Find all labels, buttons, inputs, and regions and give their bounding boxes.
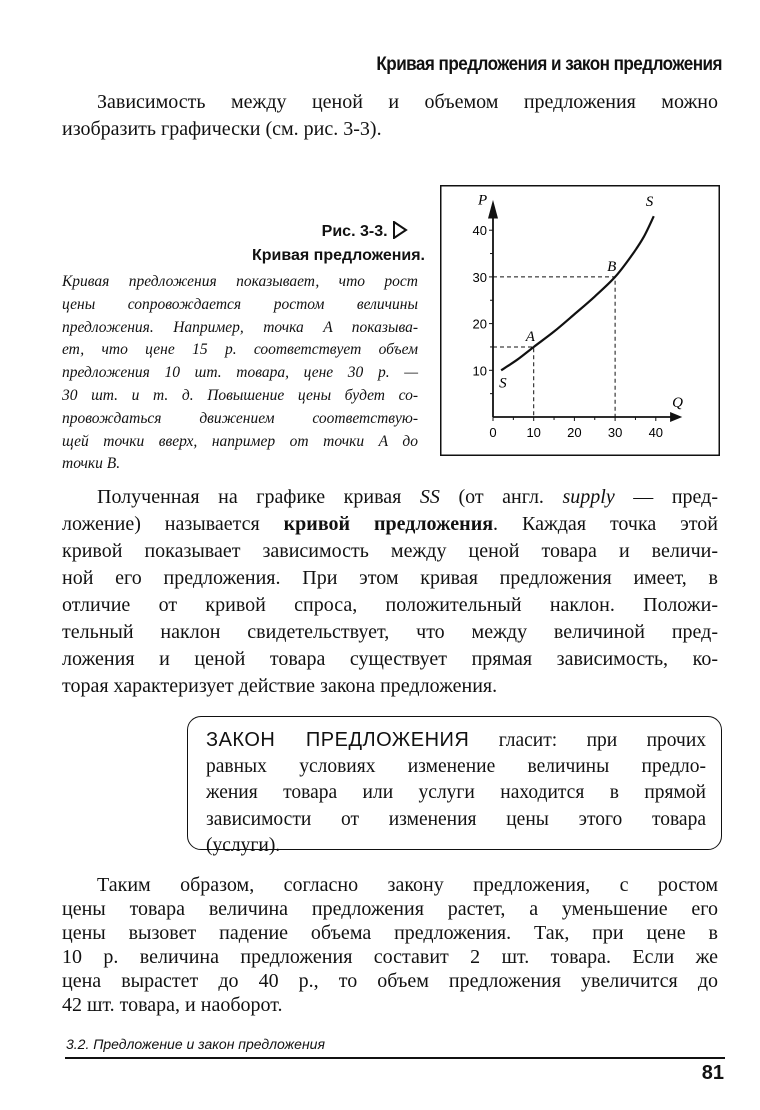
text-line <box>62 484 718 511</box>
figure-caption <box>62 271 418 476</box>
text: . Каждая точка этой <box>493 513 718 535</box>
text: гласит: при прочих <box>469 730 707 751</box>
caption-line: предложения 10 шт. товара, цене 30 р. — <box>62 364 418 382</box>
paragraph-1 <box>62 89 718 143</box>
caption-line: щей точки вверх, например от точки A до <box>62 432 418 450</box>
text-line: изобразить графически (см. рис. 3-3). <box>62 118 382 140</box>
x-tick-label: 30 <box>607 425 623 440</box>
caption-line: предложения. Например, точка A показыва- <box>62 318 418 336</box>
text-line: цены вызовет падение объема предложения. Так, при цене в <box>62 922 718 944</box>
footer-rule <box>65 1057 725 1059</box>
caption-line: 30 шт. и т. д. Повышение цены будет со- <box>62 386 418 404</box>
x-tick-label: 20 <box>567 425 582 440</box>
x-axis-arrow-icon <box>670 412 682 422</box>
text-line: Таким образом, согласно закону предложения, с ростом <box>97 874 718 896</box>
curve-label-end: S <box>645 194 654 211</box>
law-heading: ЗАКОН ПРЕДЛОЖЕНИЯ <box>206 729 470 751</box>
text: — пред- <box>614 486 718 508</box>
text: (от англ. <box>439 486 563 508</box>
caption-line: провождаться движением соответствую- <box>62 409 418 427</box>
guide-line-B <box>493 277 615 417</box>
term-supply: supply <box>562 486 615 508</box>
text-line: Зависимость между ценой и объемом предложения можно <box>97 91 718 113</box>
text: Полученная на графике кривая <box>97 486 420 508</box>
point-label-A: A <box>525 328 535 345</box>
term-supply-curve: кривой предложения <box>283 513 494 535</box>
triangle-right-icon <box>392 221 408 239</box>
point-label-B: B <box>607 258 617 275</box>
text-line: 42 шт. товара, и наоборот. <box>62 994 283 1016</box>
term-ss: SS <box>419 486 440 508</box>
caption-line: цены сопровождается ростом величины <box>62 295 418 313</box>
y-tick-label: 40 <box>472 223 487 239</box>
paragraph-2 <box>62 484 718 700</box>
text-line: 10 р. величина предложения составит 2 шт. товара. Если же <box>62 946 718 968</box>
caption-line: Кривая предложения показывает, что рост <box>62 273 418 290</box>
text-line: зависимости от изменения цены этого товара <box>206 808 706 830</box>
footer-section-title: 3.2. Предложение и закон предложения <box>66 1036 325 1052</box>
y-axis-arrow-icon <box>488 200 498 219</box>
page-number: 81 <box>701 1062 724 1084</box>
paragraph-3 <box>62 873 718 1017</box>
caption-line: точки B. <box>62 455 121 473</box>
running-title: Кривая предложения и закон предложения <box>376 54 722 75</box>
y-axis-label: P <box>478 192 488 209</box>
y-tick-label: 20 <box>472 316 487 332</box>
text: ложение) называется <box>62 513 284 535</box>
text-line: цена вырастет до 40 р., то объем предложения увеличится до <box>62 970 718 992</box>
x-tick-label: 40 <box>648 425 664 440</box>
text-line: тельный наклон свидетельствует, что между величиной пред- <box>62 621 718 643</box>
text-line: торая характеризует действие закона предложения. <box>62 675 498 697</box>
curve-label-start: S <box>499 375 507 392</box>
figure-number-text: Рис. 3-3. <box>321 223 388 240</box>
text-line: (услуги). <box>206 835 281 856</box>
text-line <box>206 727 706 754</box>
text-line: отличие от кривой спроса, положительный наклон. Положи- <box>62 594 718 616</box>
text-line: равных условиях изменение величины предло- <box>206 755 706 777</box>
law-text <box>206 727 706 860</box>
text-line: ной его предложения. При этом кривая предложения имеет, в <box>62 567 718 589</box>
y-tick-label: 30 <box>472 269 487 285</box>
text-line: жения товара или услуги находится в прямой <box>206 782 706 803</box>
text-line: ложения и ценой товара существует прямая зависимость, ко- <box>62 648 718 670</box>
x-tick-label: 10 <box>526 425 541 440</box>
caption-line: ет, что цене 15 р. соответствует объем <box>62 341 418 359</box>
x-axis-label: Q <box>672 395 683 411</box>
text-line <box>62 511 718 538</box>
figure-title: Кривая предложения. <box>252 247 425 264</box>
supply-curve-chart <box>440 185 720 456</box>
text-line: цены товара величина предложения растет, а уменьшение его <box>62 898 718 920</box>
y-tick-label: 10 <box>472 363 487 379</box>
text-line: кривой показывает зависимость между ценой товара и величи- <box>62 540 718 562</box>
figure-number <box>322 221 408 241</box>
x-tick-label: 0 <box>489 425 497 440</box>
